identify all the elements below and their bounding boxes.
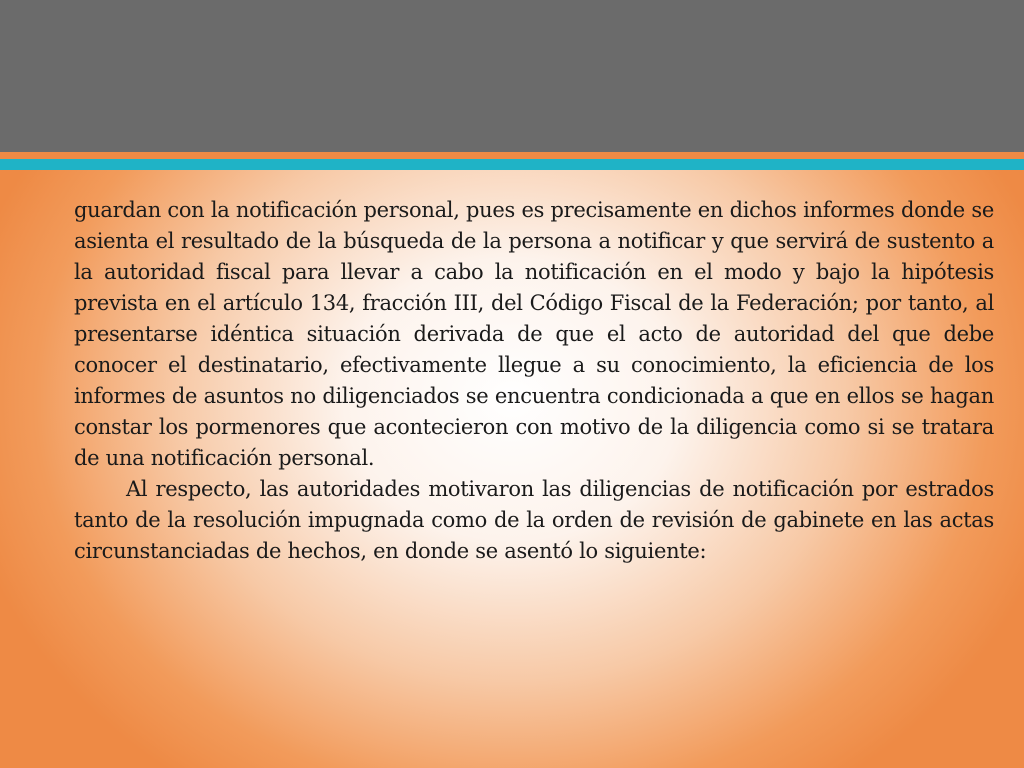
paragraph-al-respecto: Al respecto, las autoridades motivaron las diligencias de notificación por estrados tanto de la resolución impugnada como de la orden de revisión de gabinete en las actas circunstanciadas de hechos, en donde se asentó lo siguiente: [74, 477, 994, 563]
orange-stripe [0, 152, 1024, 159]
paragraph-continuation: guardan con la notificación personal, pues es precisamente en dichos informes donde se asienta el resultado de la búsqueda de la persona a notificar y que servirá de sustento a la autoridad fiscal para llevar a cabo la notificación en el modo y bajo la hipótesis prevista en el artículo 134, fracción III, del Código Fiscal de la Federación; por tanto, al presentarse idéntica situación derivada de que el acto de autoridad del que debe conocer el destinatario, efectivamente llegue a su conocimiento, la eficiencia de los informes de asuntos no diligenciados se encuentra condicionada a que en ellos se hagan constar los pormenores que acontecieron con motivo de la diligencia como si se tratara de una notificación personal. [74, 198, 994, 470]
header-band [0, 0, 1024, 152]
slide-body-text [74, 195, 994, 567]
teal-stripe [0, 159, 1024, 170]
